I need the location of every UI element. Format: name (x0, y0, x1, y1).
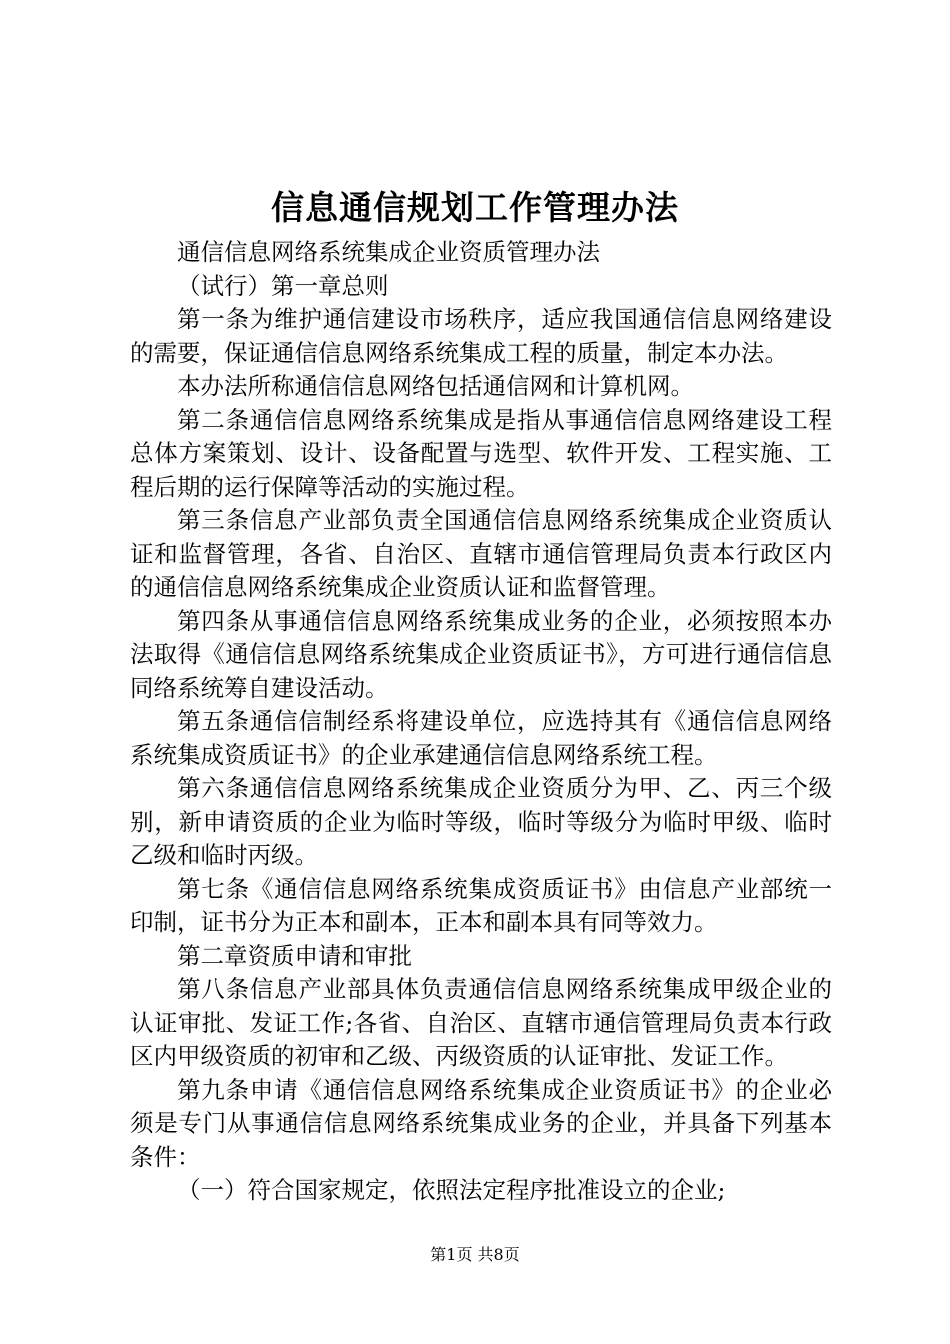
document-body (130, 236, 832, 1208)
paragraph-scope: 本办法所称通信信息网络包括通信网和计算机网。 (177, 372, 694, 400)
paragraph-article-1: 第一条为维护通信建设市场秩序，适应我国通信信息网络建设的需要，保证通信信息网络系统集成工程的质量，制定本办法。 (130, 305, 832, 367)
paragraph-subtitle: 通信信息网络系统集成企业资质管理办法 (177, 238, 600, 266)
paragraph-item-1: （一）符合国家规定，依照法定程序批准设立的企业; (177, 1176, 726, 1204)
paragraph-article-6: 第六条通信信息网络系统集成企业资质分为甲、乙、丙三个级别，新申请资质的企业为临时等级，临时等级分为临时甲级、临时乙级和临时丙级。 (130, 774, 832, 869)
paragraph-article-2: 第二条通信信息网络系统集成是指从事通信信息网络建设工程总体方案策划、设计、设备配置与选型、软件开发、工程实施、工程后期的运行保障等活动的实施过程。 (130, 405, 832, 501)
paragraph-article-4: 第四条从事通信信息网络系统集成业务的企业，必须按照本办法取得《通信信息网络系统集成企业资质证书》，方可进行通信信息同络系统筹自建设活动。 (130, 606, 832, 702)
paragraph-article-7: 第七条《通信信息网络系统集成资质证书》由信息产业部统一印制，证书分为正本和副本，正本和副本具有同等效力。 (130, 874, 832, 936)
paragraph-article-9: 第九条申请《通信信息网络系统集成企业资质证书》的企业必须是专门从事通信信息网络系统集成业务的企业，并具备下列基本条件： (130, 1075, 832, 1171)
page-footer: 第1页 共8页 (430, 1245, 520, 1264)
paragraph-article-8: 第八条信息产业部具体负责通信信息网络系统集成甲级企业的认证审批、发证工作;各省、自治区、直辖市通信管理局负责本行政区内甲级资质的初审和乙级、丙级资质的认证审批、发证工作。 (130, 975, 832, 1070)
paragraph-chapter-1: （试行）第一章总则 (177, 271, 389, 300)
paragraph-article-5: 第五条通信信制经系将建设单位，应选持其有《通信信息网络系统集成资质证书》的企业承建通信信息网络系统工程。 (130, 707, 832, 769)
paragraph-chapter-2: 第二章资质申请和审批 (177, 941, 412, 970)
paragraph-article-3: 第三条信息产业部负责全国通信信息网络系统集成企业资质认证和监督管理，各省、自治区、直辖市通信管理局负责本行政区内的通信信息网络系统集成企业资质认证和监督管理。 (130, 506, 832, 601)
document-title: 信息通信规划工作管理办法 (271, 188, 679, 227)
